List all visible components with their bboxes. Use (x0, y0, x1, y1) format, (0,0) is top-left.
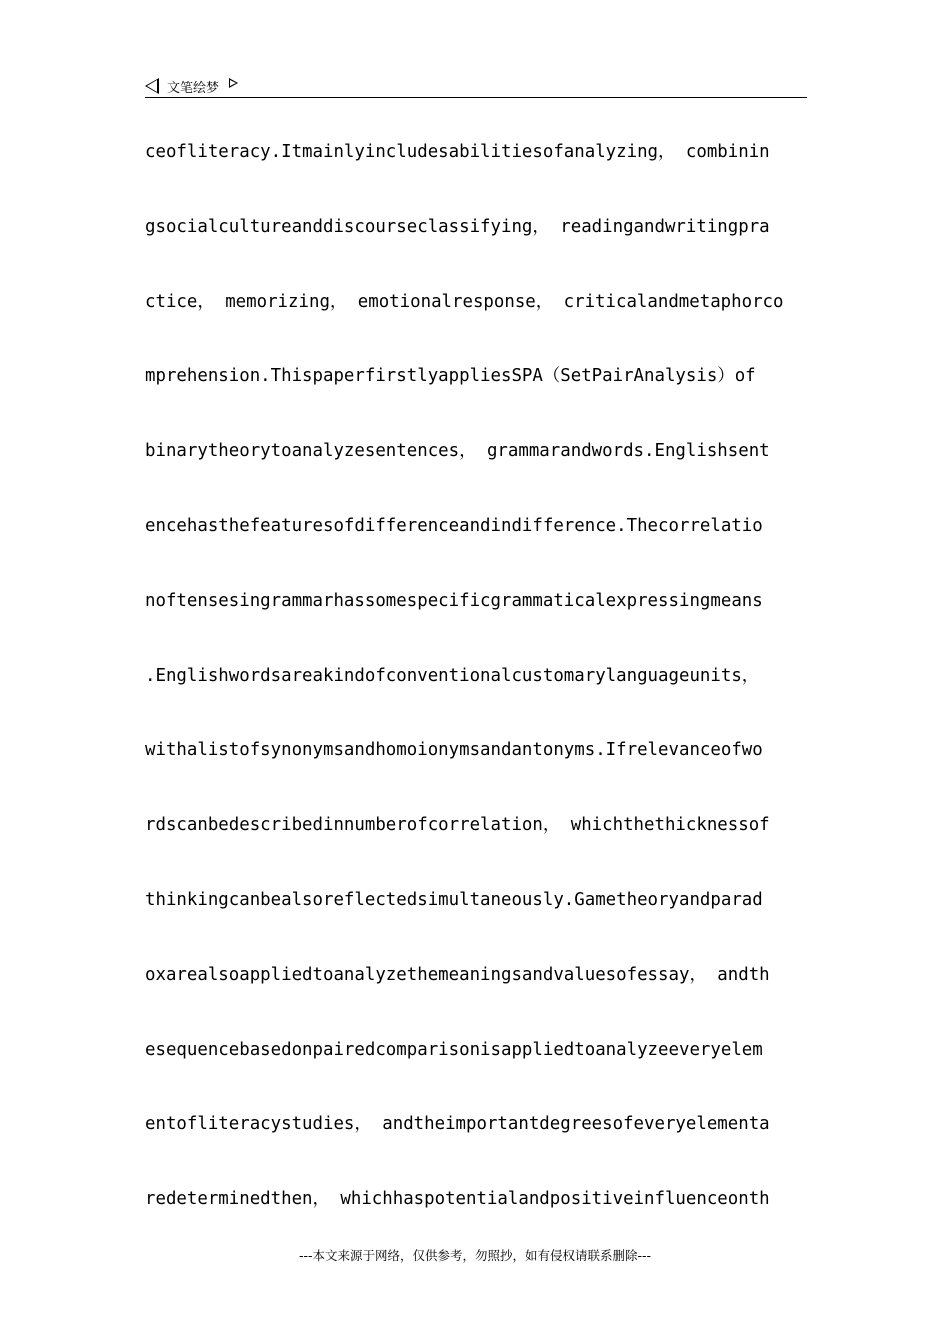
text-line: thinkingcanbealsoreflectedsimultaneously.Gametheoryandparad (145, 889, 763, 910)
text-line: ceofliteracy.Itmainlyincludesabilitiesofanalyzing， combinin (145, 142, 770, 162)
text-line: encehasthefeaturesofdifferenceandindifference.Thecorrelatio (145, 515, 763, 536)
text-line: gsocialcultureanddiscourseclassifying， readingandwritingpra (145, 216, 770, 237)
header-title: 文笔绘梦 (167, 80, 220, 96)
text-line: esequencebasedonpairedcomparisonisappliedtoanalyzeeveryelem (145, 1039, 763, 1060)
page-footer: ---本文来源于网络，仅供参考，勿照抄，如有侵权请联系删除--- (298, 1248, 652, 1263)
text-line: noftensesingrammarhassomespecificgrammaticalexpressingmeans (145, 590, 763, 611)
text-line: rdscanbedescribedinnumberofcorrelation， whichthethicknessof (145, 815, 770, 836)
text-line: ctice， memorizing， emotionalresponse， criticalandmetaphorco (145, 291, 784, 312)
text-line: mprehension.ThispaperfirstlyappliesSPA（SetPairAnalysis）of (145, 366, 756, 387)
text-line: binarytheorytoanalyzesentences， grammarandwords.Englishsent (145, 441, 770, 462)
text-line: redeterminedthen， whichhaspotentialandpositiveinfluenceonth (145, 1189, 770, 1210)
triangle-left-outline-icon (145, 78, 159, 94)
triangle-right-outline-icon (229, 78, 238, 88)
text-line: .Englishwordsareakindofconventionalcustomarylanguageunits， (145, 665, 760, 686)
text-line: entofliteracystudies， andtheimportantdegreesofeveryelementa (145, 1114, 770, 1135)
body-text (145, 136, 807, 1258)
text-line: withalistofsynonymsandhomoionymsandantonyms.Ifrelevanceofwo (145, 740, 763, 761)
text-line: oxarealsoappliedtoanalyzethemeaningsandvaluesofessay， andth (145, 964, 770, 985)
header-divider (145, 97, 807, 98)
page-header (145, 74, 807, 98)
